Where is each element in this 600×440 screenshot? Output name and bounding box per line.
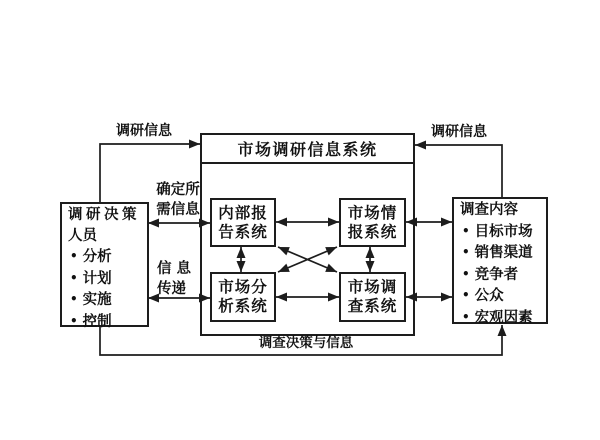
label-survey-decision-info: 调查决策与信息 [258, 335, 354, 351]
bullet-icon: • [462, 288, 470, 302]
internal-report-line1: 内部报 [218, 203, 268, 222]
internal-report-system-box [210, 198, 276, 247]
left-box-item-label: 计划 [82, 270, 112, 287]
label-transfer-line2: 传递 [157, 281, 186, 297]
research-decision-makers-box [60, 202, 149, 330]
left-box-title-line1: 调研决策 [68, 207, 140, 223]
label-transfer-line1: 信 息 [157, 261, 192, 277]
bullet-icon: • [70, 270, 78, 285]
market-survey-line2: 查系统 [347, 297, 398, 315]
right-box-item [460, 285, 546, 307]
market-analysis-line1: 市场分 [218, 278, 268, 296]
market-intelligence-line2: 报系统 [347, 222, 398, 241]
right-box-item [460, 264, 546, 286]
right-box-item-label: 宏观因素 [474, 309, 533, 326]
right-box-item [460, 221, 546, 243]
system-box-title: 市场调研信息系统 [237, 140, 378, 159]
internal-report-line2: 告系统 [218, 222, 268, 241]
market-intelligence-line1: 市场情 [347, 203, 398, 222]
bullet-icon: • [462, 266, 470, 281]
left-box-item-label: 分析 [82, 249, 112, 266]
survey-content-box [452, 197, 548, 324]
right-box-item-label: 竞争者 [474, 266, 519, 283]
bullet-icon: • [462, 223, 470, 238]
label-research-info-left: 调研信息 [116, 123, 172, 139]
market-intelligence-system-box [339, 198, 406, 247]
label-determine-line2: 需信息 [156, 202, 200, 218]
label-info-transfer [157, 259, 207, 299]
bullet-icon: • [462, 309, 470, 324]
bullet-icon: • [462, 245, 470, 259]
left-box-title-line2: 人员 [68, 227, 97, 244]
right-box-item-label: 公众 [474, 288, 504, 304]
left-box-item-label: 实施 [82, 292, 112, 309]
label-research-info-right: 调研信息 [431, 124, 487, 140]
left-box-item [68, 246, 147, 268]
label-determine-needed-info [150, 180, 206, 220]
arrow-research-info-right [415, 145, 502, 197]
right-box-item [460, 242, 546, 264]
left-box-item [68, 311, 147, 333]
bullet-icon: • [70, 249, 78, 264]
left-box-item-label: 控制 [82, 313, 112, 330]
market-analysis-system-box [210, 272, 276, 322]
market-analysis-line2: 析系统 [218, 297, 268, 315]
right-box-item-label: 销售渠道 [474, 245, 533, 261]
market-research-info-system-box [200, 133, 415, 164]
market-survey-system-box [339, 272, 406, 322]
bullet-icon: • [70, 313, 78, 328]
left-box-item [68, 268, 147, 290]
market-survey-line1: 市场调 [347, 278, 398, 296]
left-box-item [68, 289, 147, 311]
right-box-item-label: 目标市场 [474, 223, 533, 240]
right-box-item [460, 307, 546, 329]
right-box-title: 调查内容 [460, 202, 518, 218]
label-determine-line1: 确定所 [156, 182, 200, 198]
bullet-icon: • [70, 292, 78, 307]
